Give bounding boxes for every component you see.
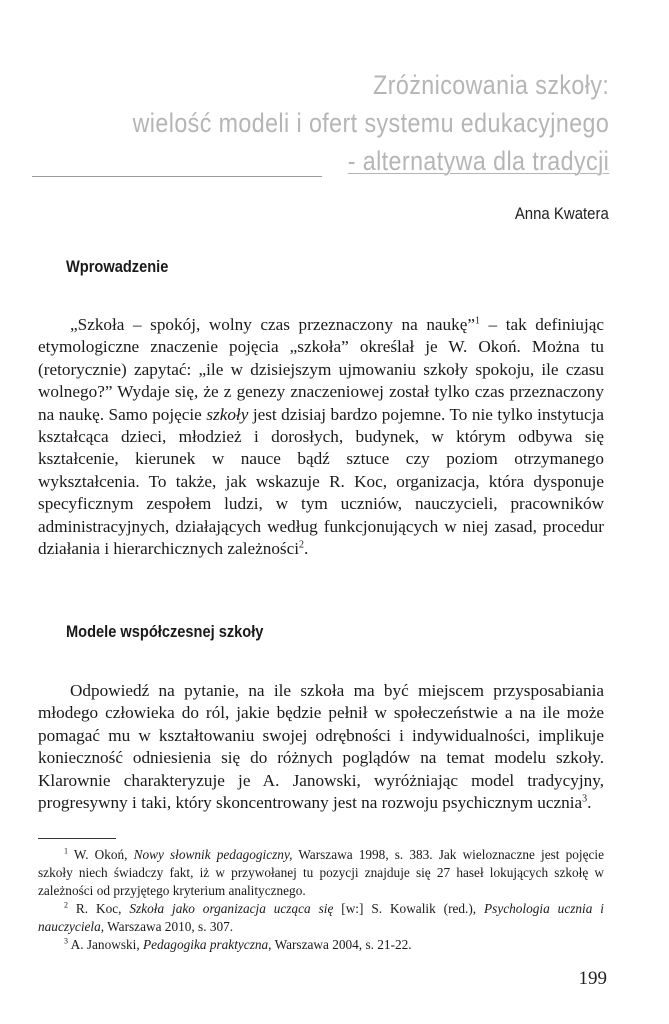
intro-text-em: szkoły xyxy=(206,404,249,424)
author-name: Anna Kwatera xyxy=(515,204,609,223)
footnote-2 xyxy=(38,900,604,936)
footnote-number: 3 xyxy=(64,936,68,946)
footnote-title: Nowy słownik pedagogiczny, xyxy=(133,847,293,862)
article-title xyxy=(55,66,609,180)
footnote-text: [w:] S. Kowalik (red.), xyxy=(333,901,485,916)
footnote-number: 1 xyxy=(64,846,68,856)
footnote-text: Warszawa 2004, s. 21-22. xyxy=(271,937,412,952)
footnote-title: Szkoła jako organizacja ucząca się xyxy=(129,901,334,916)
section-heading-intro: Wprowadzenie xyxy=(66,257,169,276)
footnote-ref-1[interactable]: 1 xyxy=(474,315,480,327)
page-number: 199 xyxy=(578,968,607,989)
footnote-text: W. Okoń, xyxy=(68,847,134,862)
intro-text-a: „Szkoła – spokój, wolny czas przeznaczony na naukę” xyxy=(70,315,475,334)
footnote-ref-3[interactable]: 3 xyxy=(582,793,588,805)
title-line-1: Zróżnicowania szkoły: xyxy=(372,70,609,100)
models-text-b: . xyxy=(587,793,592,813)
footnote-text: A. Janowski, xyxy=(68,937,143,952)
footnote-text: Warszawa 2010, s. 307. xyxy=(104,919,234,934)
models-text-a: Odpowiedź na pytanie, na ile szkoła ma być miejscem przysposabiania młodego człowieka do ról, jakie będzie pełnił w społeczeństwie a na ile może pomagać mu w kształtowaniu swojej odrębności i indywidualności, implikuje konieczność odniesienia się do różnych poglądów na temat modelu szkoły. Klarownie charakteryzuje je A. Janowski, wyróżniając model tradycyjny, progresywny i taki, który skoncentrowany jest na rozwoju psychicznym ucznia xyxy=(38,681,604,813)
footnote-text: Warszawa 1998, s. 383. Jak wieloznaczne jest pojęcie szkoły niech świadczy fakt, iż w przywołanej tu pozycji znajduje się 27 haseł lokujących szkołę w zależności od przyjętego kryterium analitycznego. xyxy=(38,847,604,898)
footnote-number: 2 xyxy=(64,900,68,910)
footnote-title: Pedagogika praktyczna, xyxy=(142,937,272,952)
footnote-ref-2[interactable]: 2 xyxy=(299,539,305,551)
footnote-text: R. Koc, xyxy=(68,901,130,916)
footnote-title: Psychologia ucznia i nauczyciela, xyxy=(38,901,604,934)
intro-text-c: jest dzisiaj bardzo pojemne. To nie tylko instytucja kształcąca dzieci, młodzież i dorosłych, budynek, w którym odbywa się kształcenie, kierunek w nauce bądź sztuce czy poziom otrzymanego wykształcenia. To także, jak wskazuje R. Koc, organizacja, która dysponuje specyficznym zespołem ludzi, w tym uczniów, nauczycieli, pracowników administracyjnych, działających według funkcjonujących w niej zasad, procedur działania i hierarchicznych zależności xyxy=(38,404,604,559)
intro-text-d: . xyxy=(304,539,309,559)
intro-text-b: – tak definiując etymologiczne znaczenie pojęcia „szkoła” określał je W. Okoń. Można tu (retorycznie) zapytać: „ile w dzisiejszym ujmowaniu szkoły spokoju, ile czasu wolnego?” Wydaje się, że z genezy znaczeniowej został tylko czas przeznaczony na naukę. Samo pojęcie xyxy=(38,315,604,424)
title-underline-rule xyxy=(32,176,322,177)
intro-paragraph xyxy=(38,314,604,560)
footnote-3 xyxy=(38,936,604,954)
footnote-1 xyxy=(38,846,604,900)
title-line-2: wielość modeli i ofert systemu edukacyjnego xyxy=(132,108,609,138)
models-paragraph xyxy=(38,680,604,814)
footnotes xyxy=(38,846,604,954)
section-heading-models: Modele współczesnej szkoły xyxy=(66,622,264,641)
footnote-separator xyxy=(38,838,116,839)
title-line-3: - alternatywa dla tradycji xyxy=(347,146,609,176)
